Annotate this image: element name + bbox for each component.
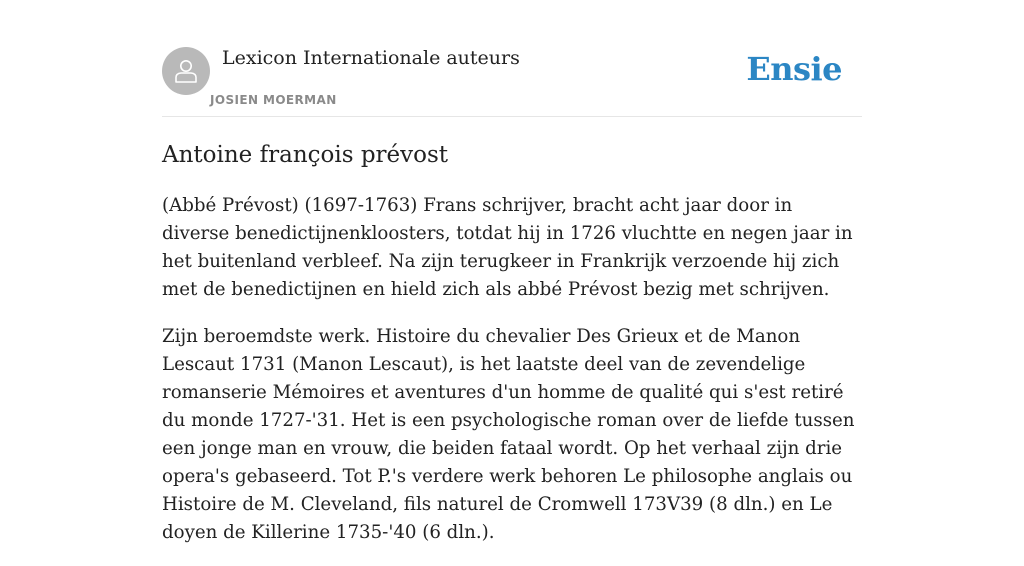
article-title: Antoine françois prévost: [162, 142, 449, 168]
article-paragraph: Zijn beroemdste werk. Histoire du chevalier Des Grieux et de Manon Lescaut 1731 (Manon Lescaut), is het laatste deel van de zevendelige romanserie Mémoires et aventures d'un homme de qualité qui s'est retiré du monde 1727-'31. Het is een psychologische roman over de liefde tussen een jonge man en vrouw, die beiden fataal wordt. Op het verhaal zijn drie opera's gebaseerd. Tot P.'s verdere werk behoren Le philosophe anglais ou Histoire de M. Cleveland, fils naturel de Cromwell 173V39 (8 dln.) en Le doyen de Killerine 1735-'40 (6 dln.).: [162, 326, 855, 543]
article-paragraph: (Abbé Prévost) (1697-1763) Frans schrijver, bracht acht jaar door in diverse benedictijnenkloosters, totdat hij in 1726 vluchtte en negen jaar in het buitenland verbleef. Na zijn terugkeer in Frankrijk verzoende hij zich met de benedictijnen en hield zich als abbé Prévost bezig met schrijven.: [162, 195, 853, 300]
page-header: [162, 0, 862, 117]
page-container: [162, 0, 862, 543]
article-body: [162, 192, 862, 566]
author-name[interactable]: JOSIEN MOERMAN: [210, 93, 337, 107]
user-icon: [172, 57, 200, 85]
avatar[interactable]: [162, 47, 210, 95]
brand-logo[interactable]: Ensie: [746, 50, 842, 88]
publication-title[interactable]: Lexicon Internationale auteurs: [222, 47, 520, 69]
